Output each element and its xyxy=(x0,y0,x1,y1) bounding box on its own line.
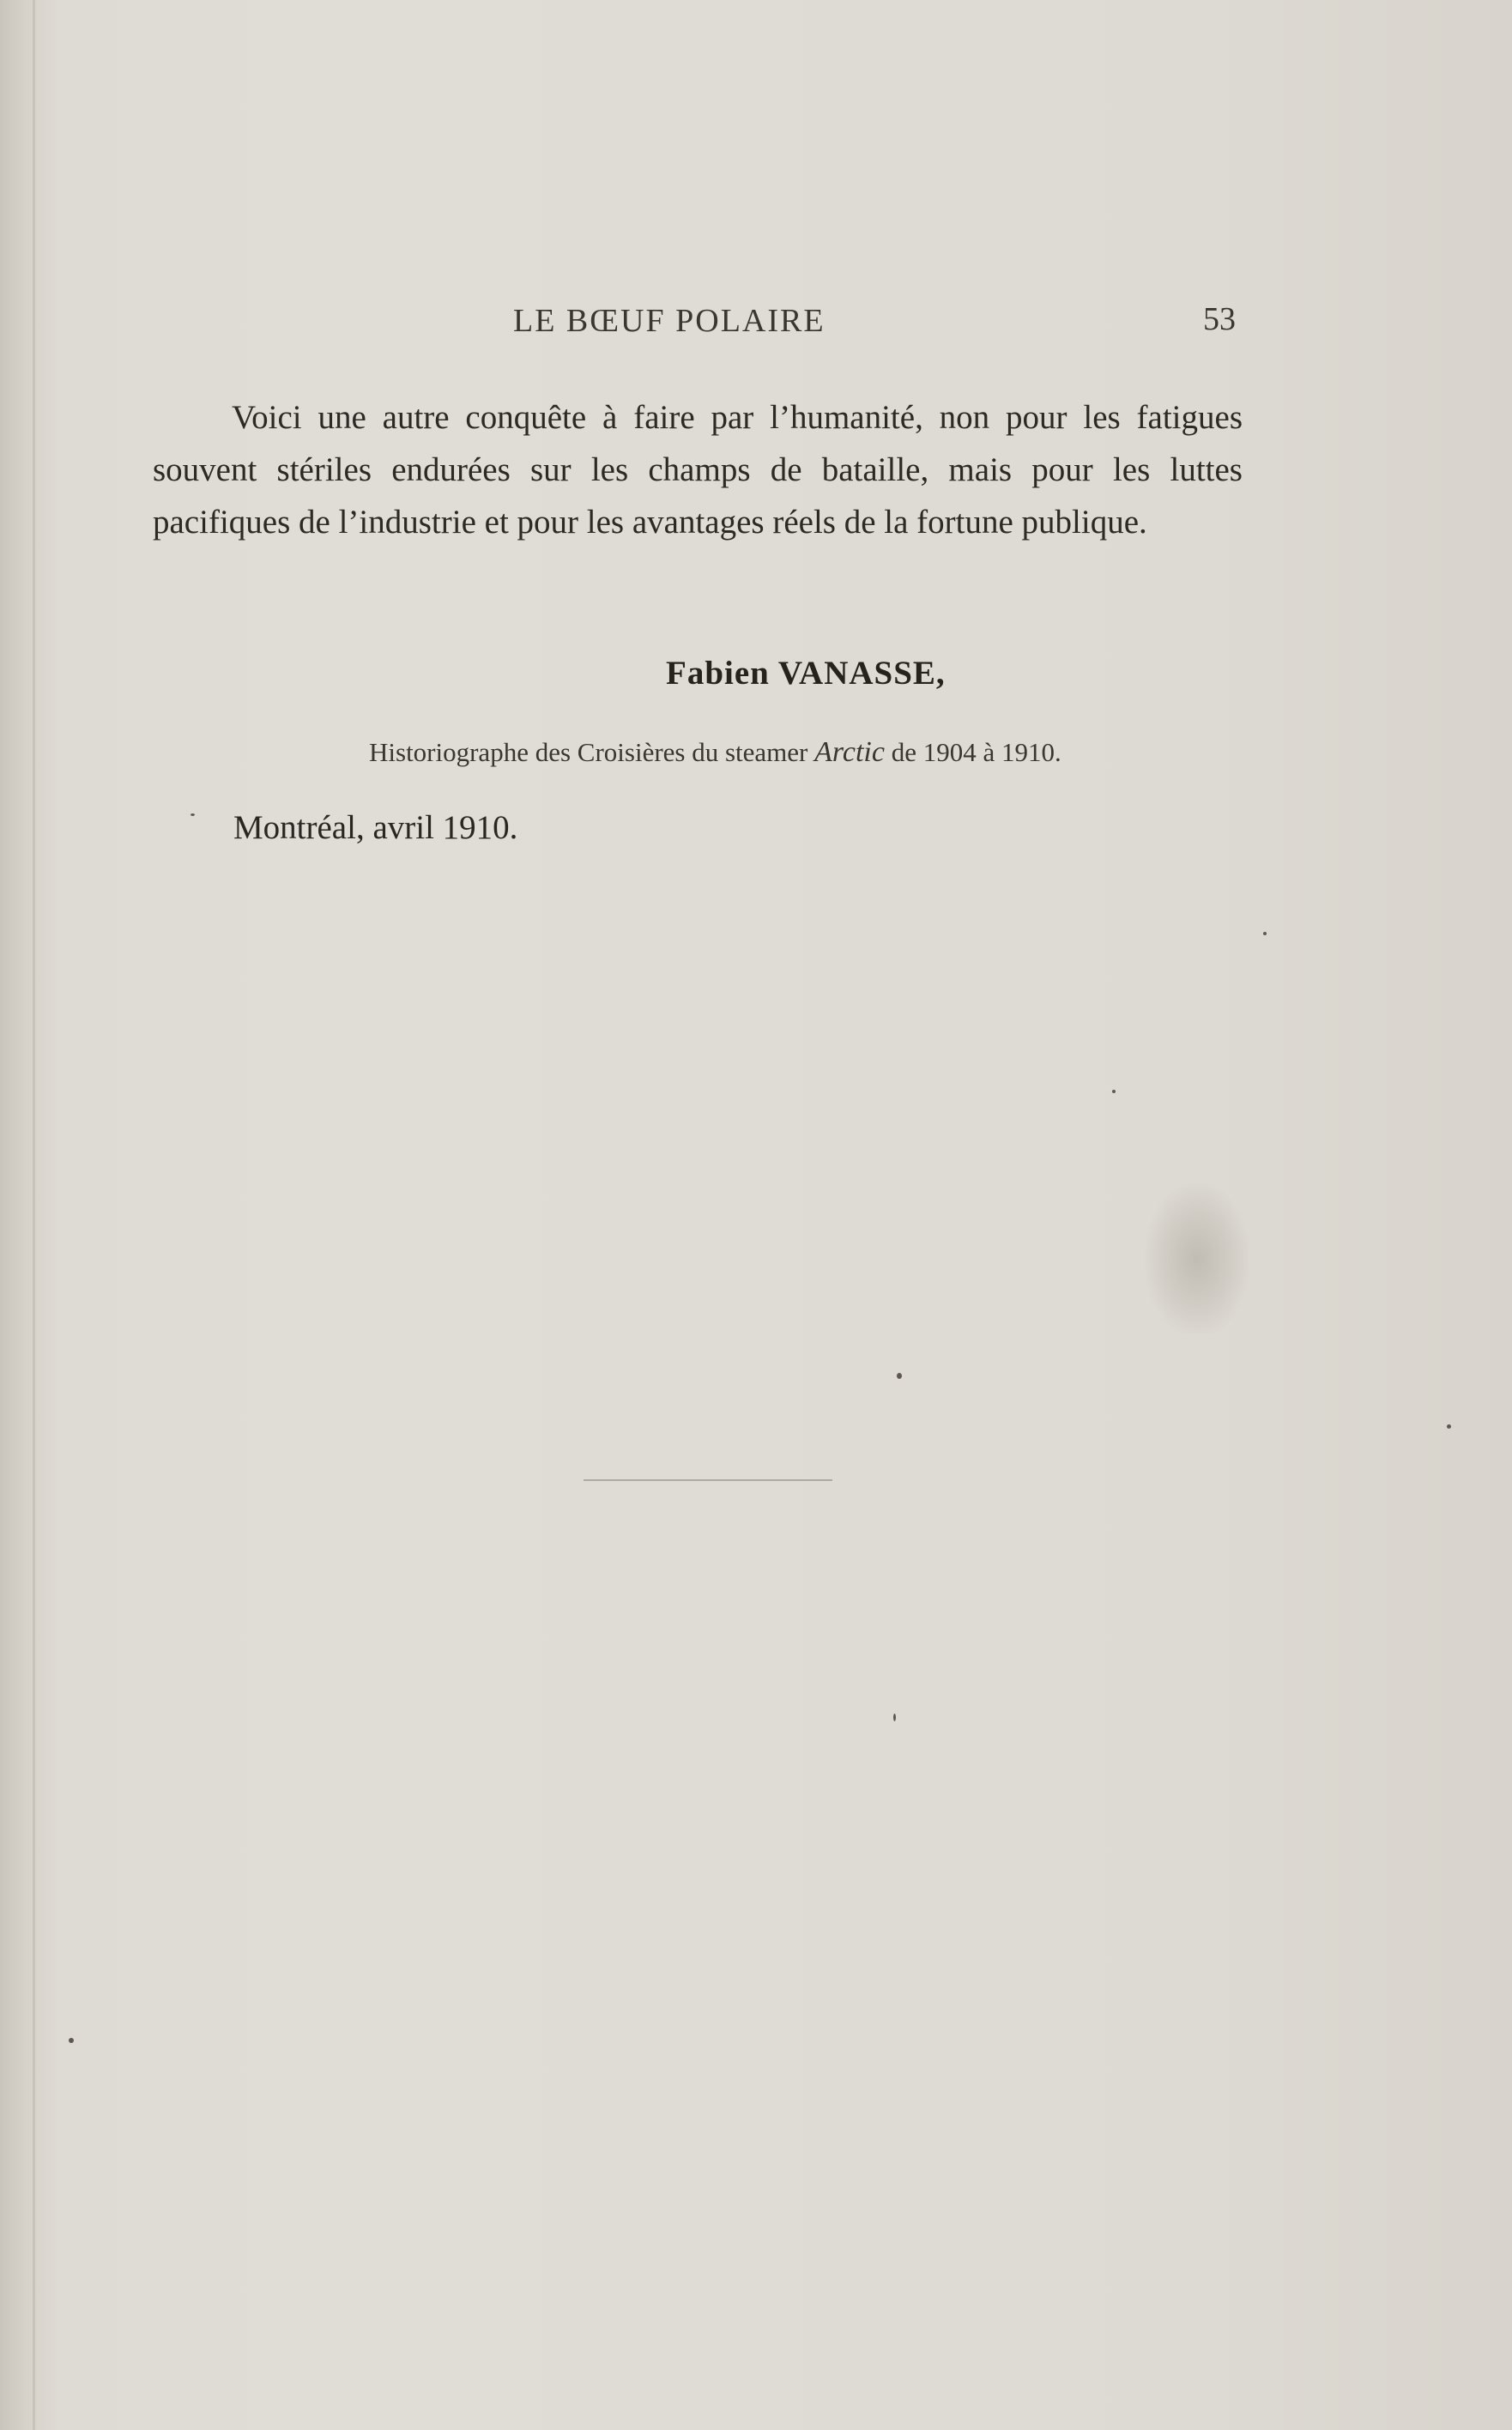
ship-name: Arctic xyxy=(814,736,885,768)
body-paragraph: Voici une autre conquête à faire par l’humanité, non pour les fatigues souvent stériles endurées sur les champs de bataille, mais pour les luttes pacifiques de l’industrie et pour les avantages réels de la fortune publique. xyxy=(153,399,1243,541)
dateline: Montréal, avril 1910. xyxy=(233,809,518,846)
paper-speck xyxy=(897,1373,902,1379)
credit-text-after: de 1904 à 1910. xyxy=(884,737,1061,767)
paper-speck xyxy=(1447,1424,1451,1429)
author-credit xyxy=(369,736,1061,769)
paper-speck xyxy=(893,1714,896,1721)
page-number: 53 xyxy=(1203,301,1236,337)
faint-rule xyxy=(584,1479,832,1481)
page-gutter xyxy=(33,0,35,2430)
paper-speck xyxy=(1112,1090,1116,1093)
paper-speck xyxy=(191,813,195,816)
paper-speck xyxy=(69,2038,74,2043)
paper-smudge xyxy=(1146,1184,1249,1334)
running-title: LE BŒUF POLAIRE xyxy=(513,303,826,339)
credit-text-before: Historiographe des Croisières du steamer xyxy=(369,737,815,767)
author-signature: Fabien VANASSE, xyxy=(666,655,946,692)
paper-speck xyxy=(1263,932,1267,935)
